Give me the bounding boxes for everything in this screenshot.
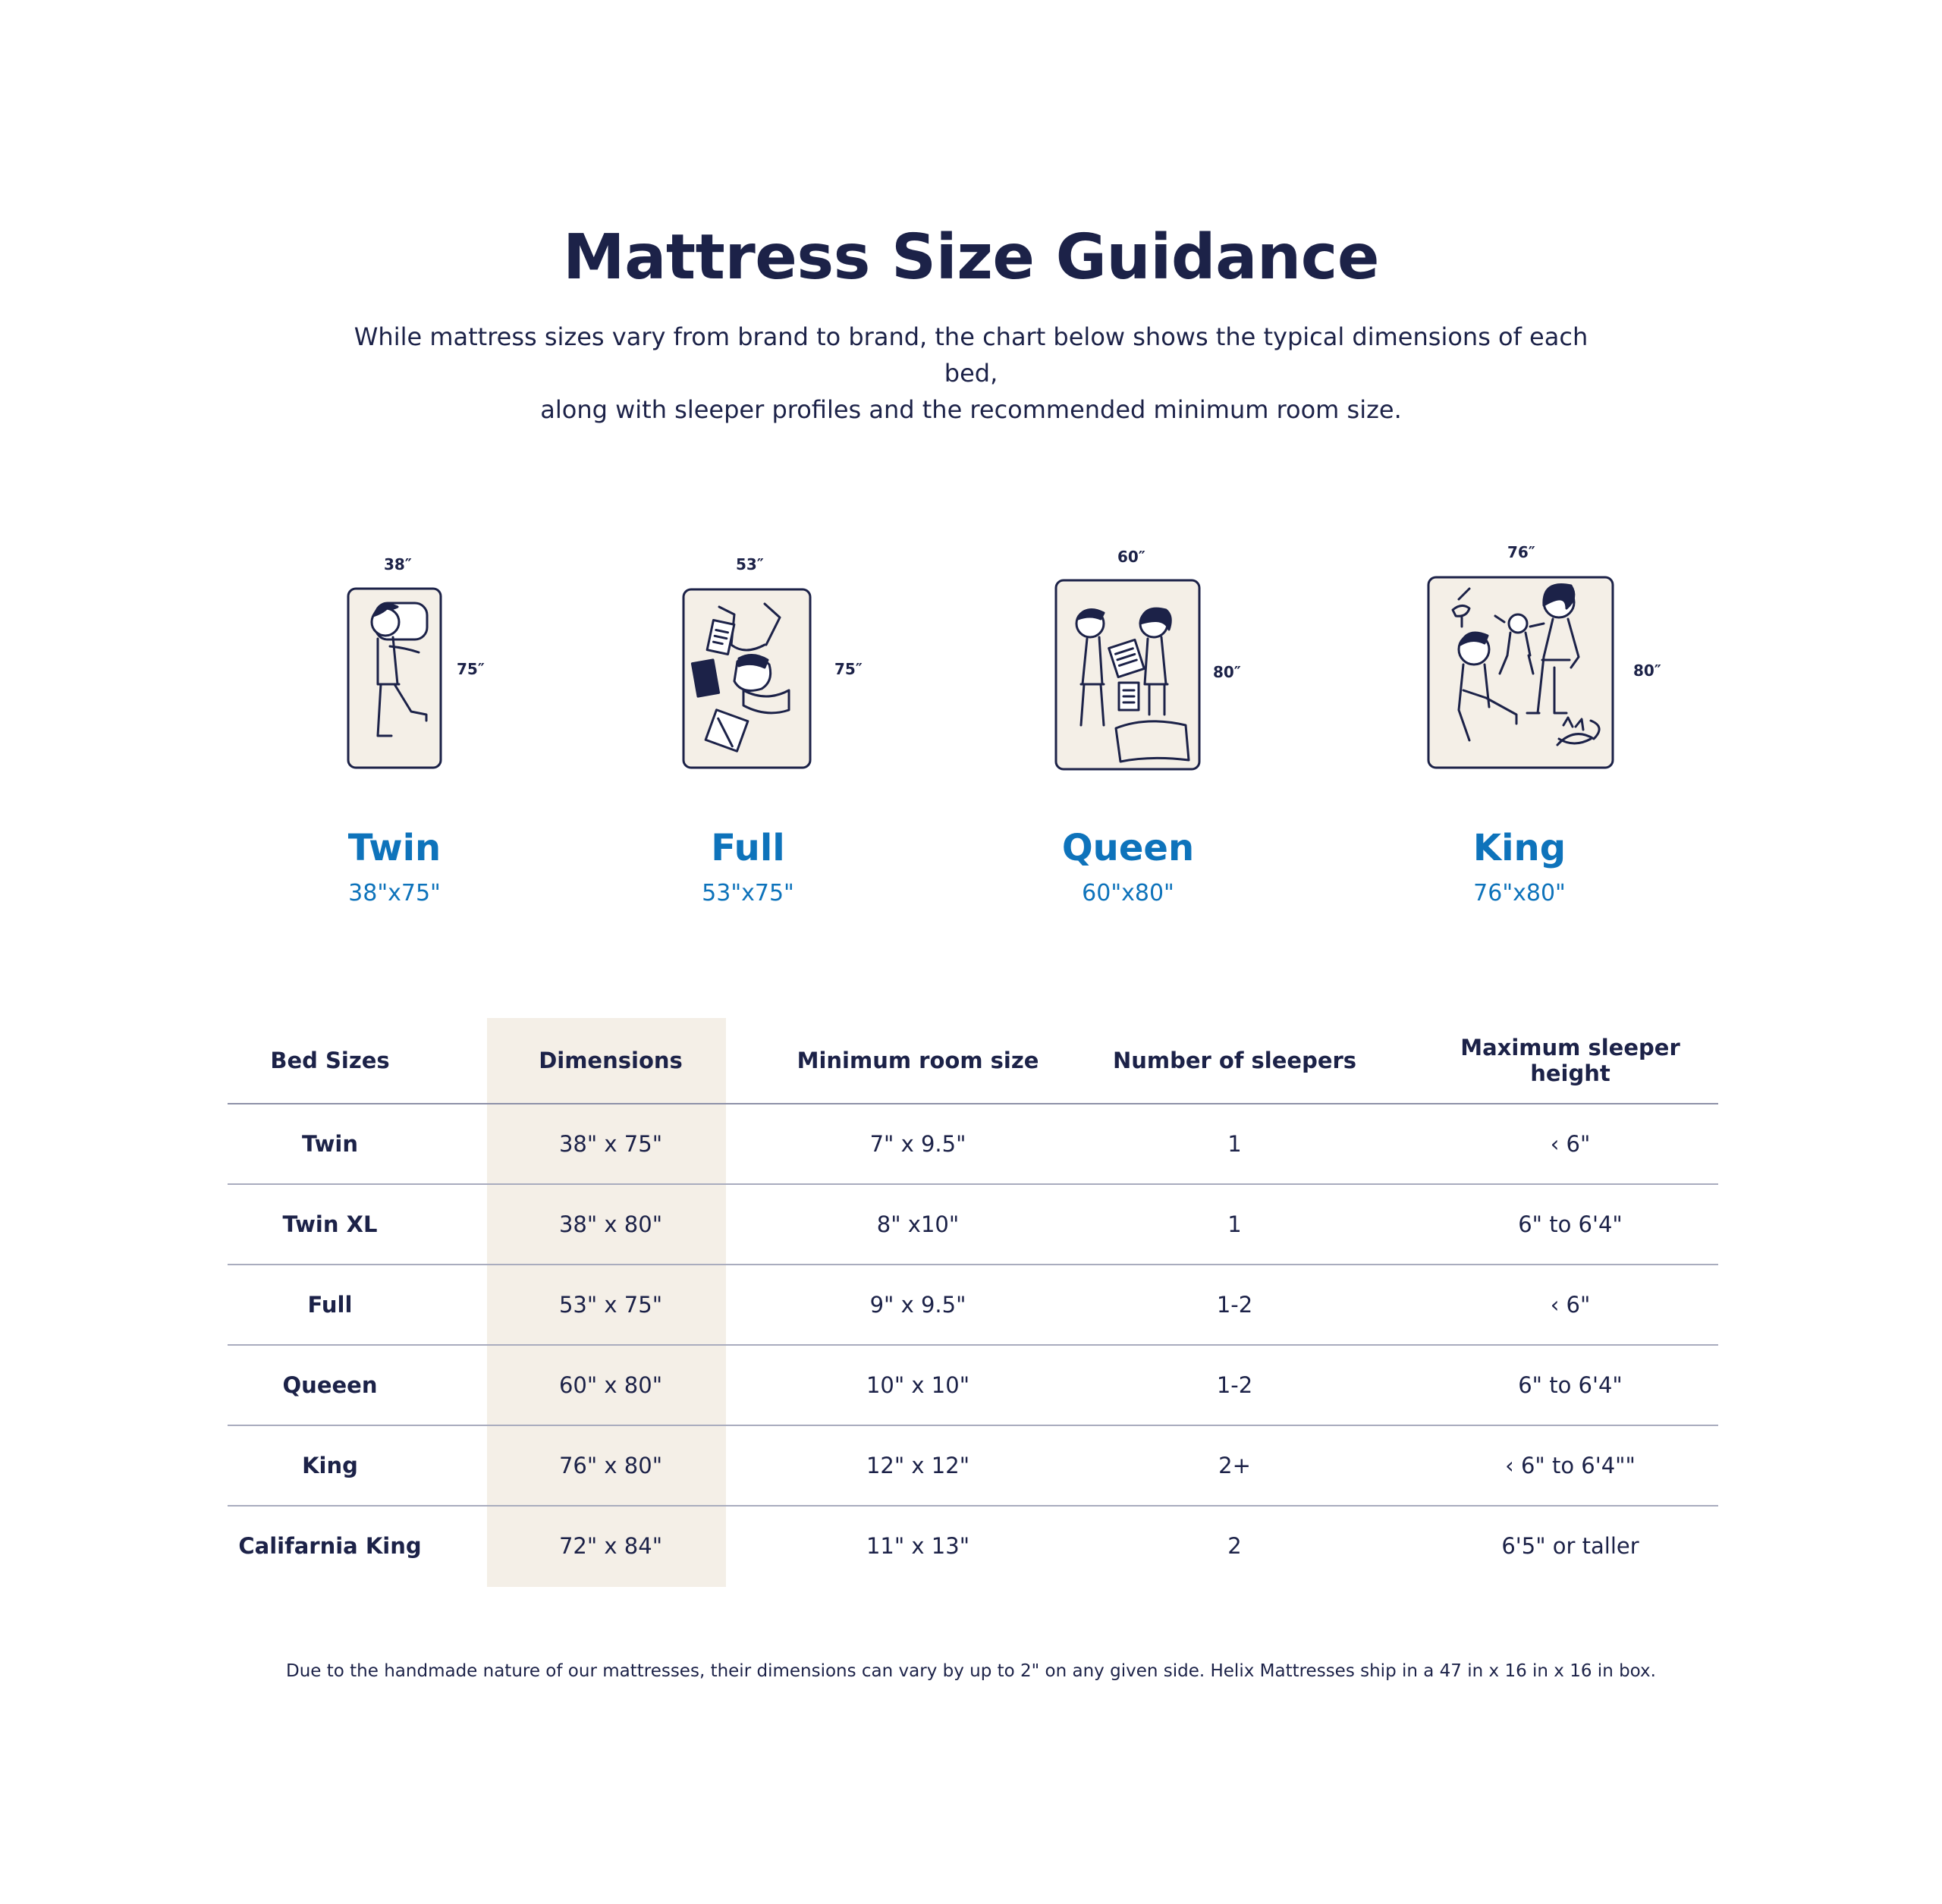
bed-width-label: 38″ xyxy=(384,555,412,573)
table-cell: 2 xyxy=(1227,1533,1242,1559)
bed-length-label: 80″ xyxy=(1633,661,1661,680)
table-cell: ‹ 6" xyxy=(1422,1265,1718,1345)
table-cell: 7" x 9.5" xyxy=(789,1104,1047,1184)
table-cell: 11" x 13" xyxy=(866,1533,970,1559)
subtitle-line-1: While mattress sizes vary from brand to brand, the chart below shows the typical dimensions of each bed, xyxy=(354,322,1588,388)
table-cell: 6" to 6'4" xyxy=(1422,1184,1718,1265)
column-header: Number of sleepers xyxy=(1047,1018,1422,1104)
table-cell: King xyxy=(228,1425,432,1506)
table-cell: ‹ 6" xyxy=(1422,1104,1718,1184)
family-sleepers-icon xyxy=(1330,577,1709,804)
bed-name: Twin xyxy=(347,827,442,869)
bed-card-king xyxy=(1330,543,1709,918)
table-cell: Full xyxy=(228,1265,432,1345)
table-cell: 38" x 80" xyxy=(432,1184,789,1265)
table-cell: 2+ xyxy=(1047,1425,1422,1506)
table-row xyxy=(228,1265,1718,1345)
table-cell: 1 xyxy=(1047,1184,1422,1265)
table-header-row xyxy=(228,1018,1718,1104)
table-cell: 72" x 84" xyxy=(558,1533,663,1559)
table-row xyxy=(228,1104,1718,1184)
table-cell: 6'5" or taller xyxy=(1501,1533,1639,1559)
bed-card-queen xyxy=(938,548,1318,918)
column-header: Minimum room size xyxy=(789,1018,1047,1104)
bed-dimensions: 60"x80" xyxy=(1082,880,1174,906)
table-cell: 1-2 xyxy=(1047,1265,1422,1345)
column-header: Maximum sleeper height xyxy=(1422,1018,1718,1104)
bed-card-twin xyxy=(205,555,584,918)
table-cell: Twin XL xyxy=(228,1184,432,1265)
bed-length-label: 75″ xyxy=(834,660,863,678)
bed-width-label: 76″ xyxy=(1507,543,1535,561)
couple-sleepers-icon xyxy=(938,577,1318,804)
single-sleeper-icon xyxy=(205,577,584,804)
table-cell: ‹ 6" to 6'4"" xyxy=(1422,1425,1718,1506)
bed-name: King xyxy=(1472,827,1566,869)
column-header: Dimensions xyxy=(432,1018,789,1104)
table-cell: Twin xyxy=(228,1104,432,1184)
table-cell: 9" x 9.5" xyxy=(789,1265,1047,1345)
size-comparison-table xyxy=(228,1018,1718,1587)
reading-sleeper-icon xyxy=(558,577,938,804)
table-cell: 53" x 75" xyxy=(432,1265,789,1345)
table-cell: 38" x 75" xyxy=(432,1104,789,1184)
bed-name: Full xyxy=(711,827,785,869)
table-row xyxy=(228,1345,1718,1425)
bed-dimensions: 38"x75" xyxy=(348,880,441,906)
bed-length-label: 80″ xyxy=(1213,663,1241,681)
page-title: Mattress Size Guidance xyxy=(562,222,1380,294)
table-cell: 76" x 80" xyxy=(432,1425,789,1506)
table-cell: 12" x 12" xyxy=(789,1425,1047,1506)
table-cell: 10" x 10" xyxy=(789,1345,1047,1425)
table-cell: Califarnia King xyxy=(238,1533,422,1559)
bed-name: Queen xyxy=(1061,827,1195,869)
table-cell: 60" x 80" xyxy=(432,1345,789,1425)
table-row xyxy=(228,1425,1718,1506)
column-header: Bed Sizes xyxy=(228,1018,432,1104)
footnote: Due to the handmade nature of our mattresses, their dimensions can vary by up to 2" on any given side. Helix Mattresses ship in a 47 in x 16 in x 16 in box. xyxy=(286,1661,1656,1681)
table-cell: 6" to 6'4" xyxy=(1422,1345,1718,1425)
page-subtitle xyxy=(326,319,1616,428)
table-cell: 1 xyxy=(1047,1104,1422,1184)
bed-dimensions: 53"x75" xyxy=(702,880,794,906)
table-cell: 8" x10" xyxy=(789,1184,1047,1265)
table-row xyxy=(228,1184,1718,1265)
bed-dimensions: 76"x80" xyxy=(1473,880,1566,906)
bed-card-full xyxy=(558,555,938,918)
size-table xyxy=(228,1018,1718,1585)
table-row xyxy=(228,1506,1718,1585)
bed-width-label: 53″ xyxy=(736,555,764,573)
subtitle-line-2: along with sleeper profiles and the recommended minimum room size. xyxy=(540,395,1402,424)
table-cell: Queeen xyxy=(228,1345,432,1425)
bed-width-label: 60″ xyxy=(1117,548,1145,566)
table-cell: 1-2 xyxy=(1047,1345,1422,1425)
bed-length-label: 75″ xyxy=(457,660,485,678)
